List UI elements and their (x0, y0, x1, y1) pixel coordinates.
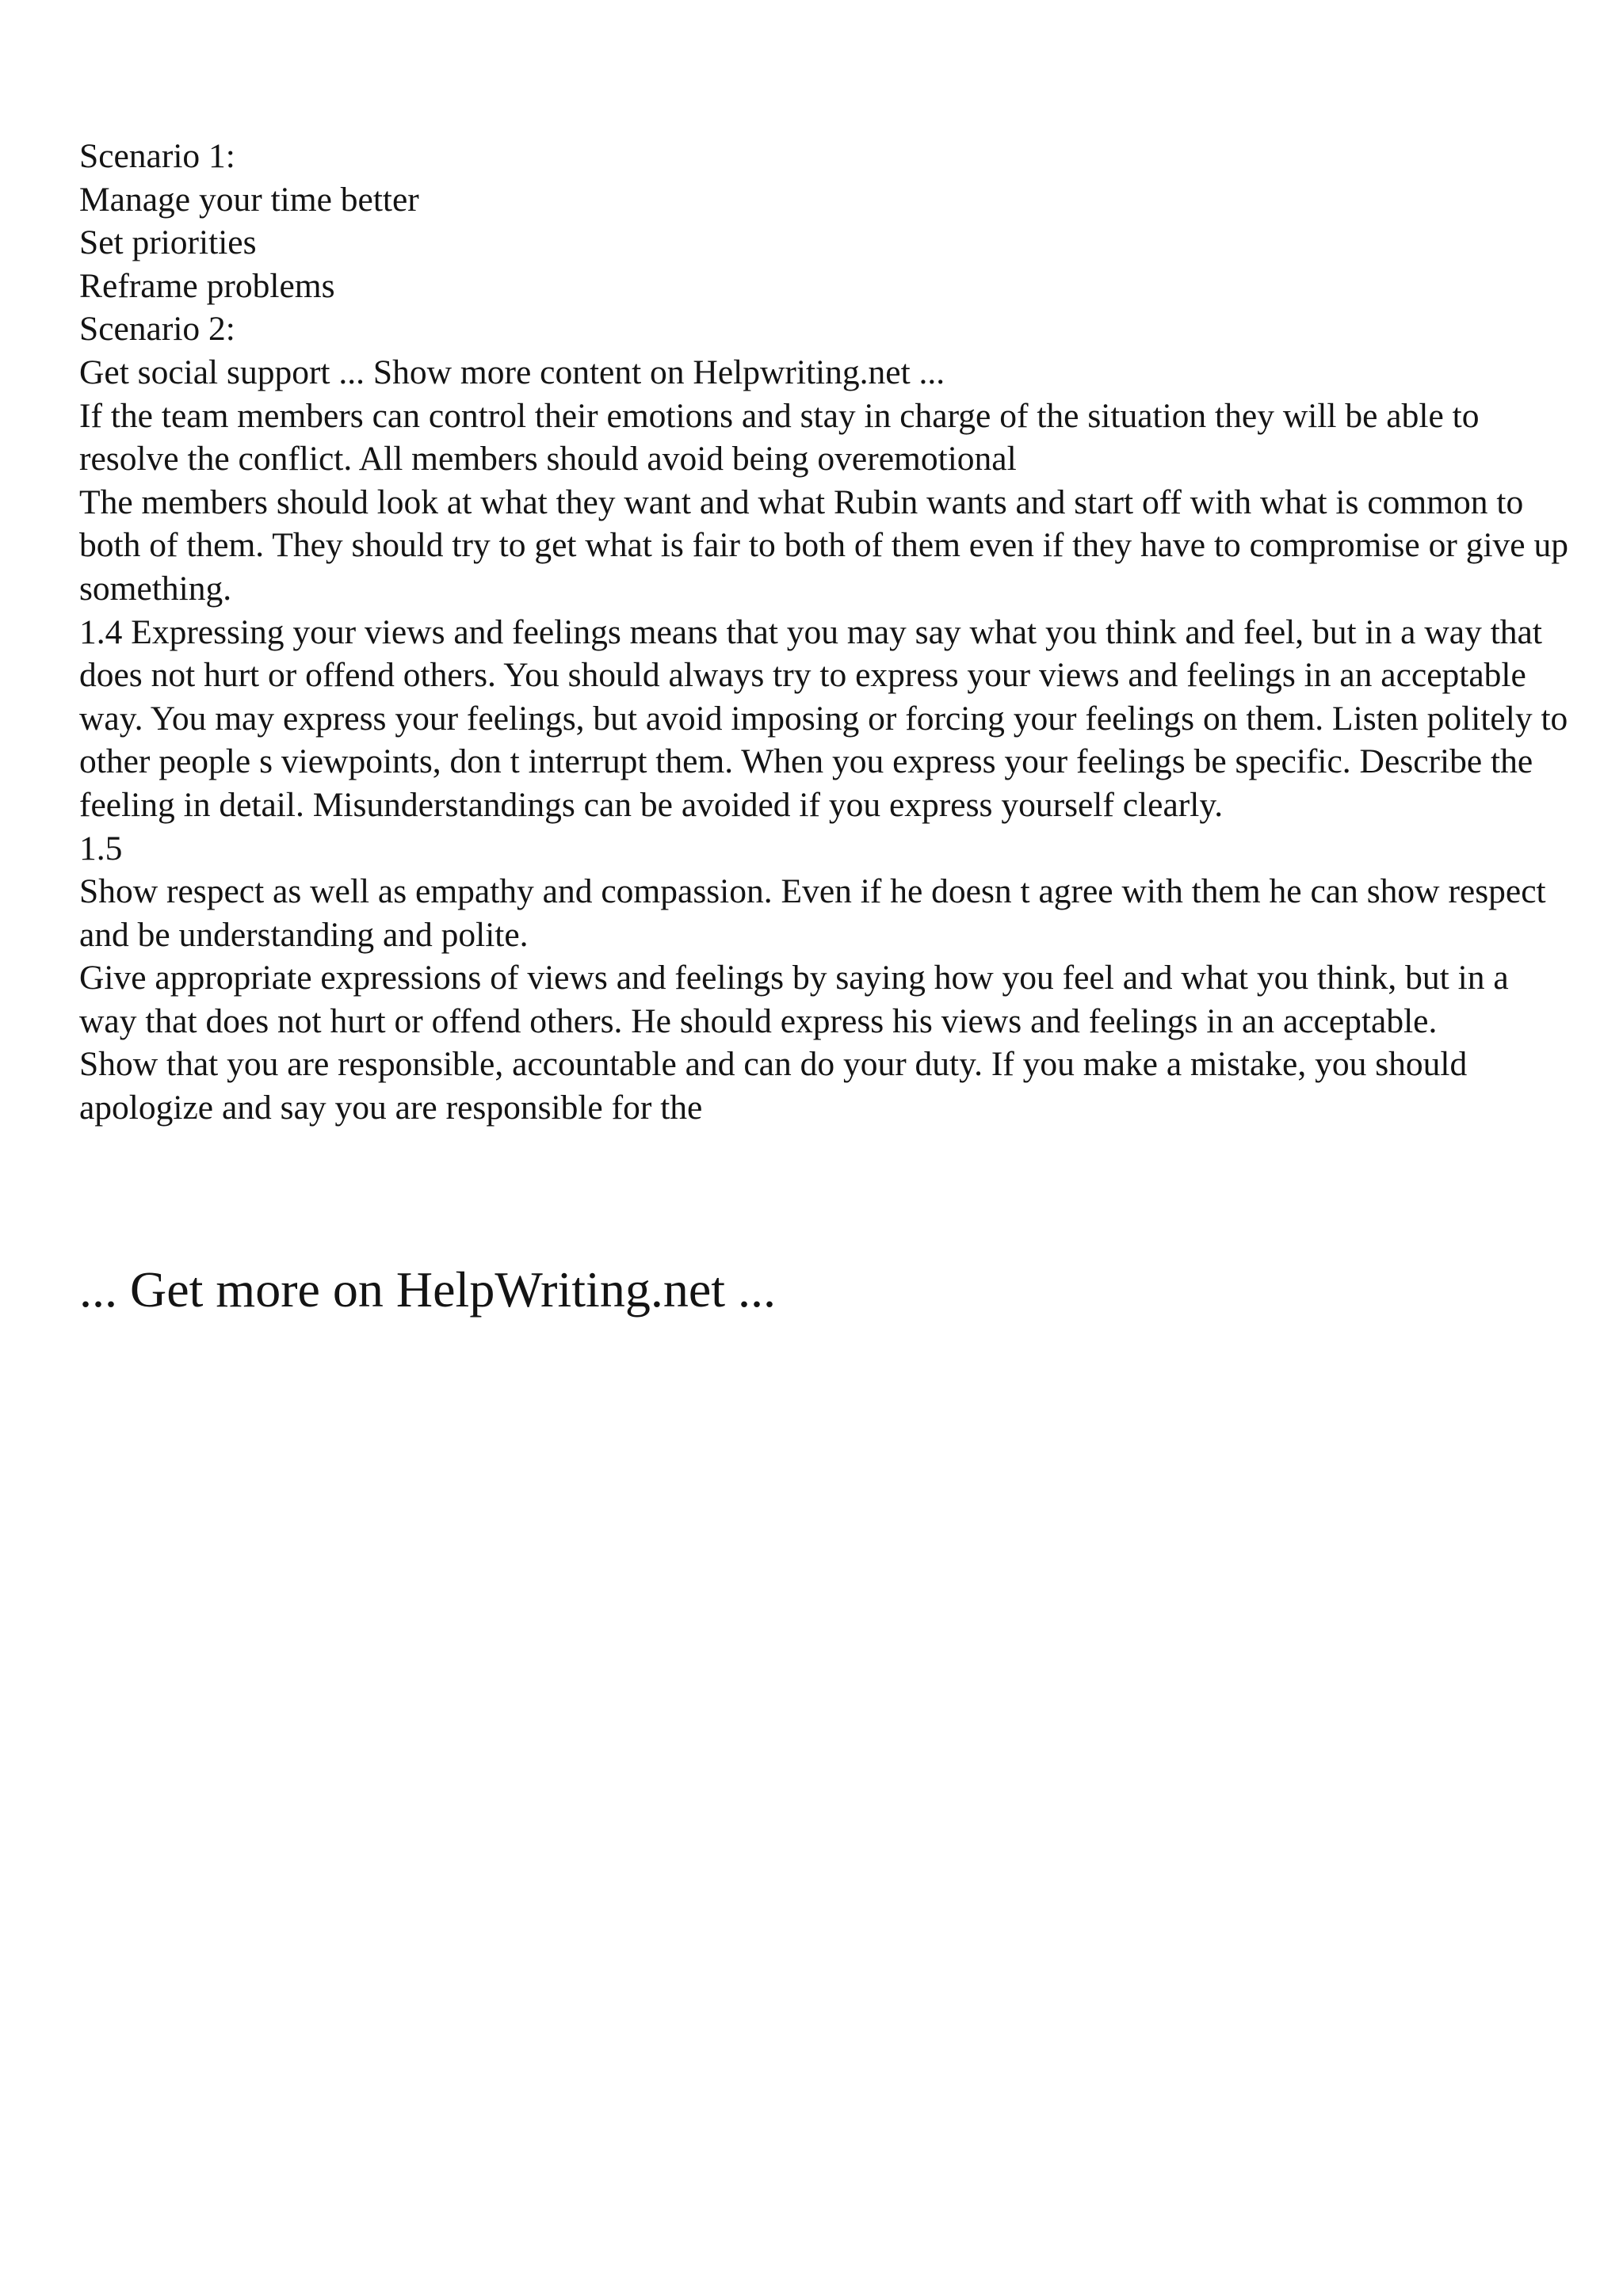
paragraph-respect: Show respect as well as empathy and compassion. Even if he doesn t agree with them he can show respect and be understanding and polite. (79, 872, 1546, 954)
paragraph-emotions: If the team members can control their emotions and stay in charge of the situation they will be able to resolve the conflict. All members should avoid being overemotional (79, 396, 1480, 479)
paragraph-expressions: Give appropriate expressions of views and feelings by saying how you feel and what you think, but in a way that does not hurt or offend others. He should express his views and feelings in an acceptable. (79, 959, 1509, 1040)
section-number-1-5: 1.5 (79, 829, 123, 868)
document-body (79, 135, 1569, 1130)
paragraph-1-4: 1.4 Expressing your views and feelings means that you may say what you think and feel, but in a way that does not hurt or offend others. You should always try to express your views and feelings in an acceptable way. You may express your feelings, but avoid imposing or forcing your feelings on them. Listen politely to other people s viewpoints, don t interrupt them. When you express your feelings be specific. Describe the feeling in detail. Misunderstandings can be avoided if you express yourself clearly. (79, 612, 1568, 824)
scenario-1-heading: Scenario 1: (79, 137, 235, 175)
list-item: Manage your time better (79, 180, 419, 219)
show-more-line: Get social support ... Show more content on Helpwriting.net ... (79, 353, 945, 391)
paragraph-compromise: The members should look at what they want and what Rubin wants and start off with what is common to both of them. They should try to get what is fair to both of them even if they have to compromise or give up something. (79, 482, 1568, 608)
get-more-link[interactable]: ... Get more on HelpWriting.net ... (79, 1261, 776, 1318)
paragraph-responsible: Show that you are responsible, accountable and can do your duty. If you make a mistake, you should apologize and say you are responsible for the (79, 1045, 1468, 1127)
scenario-2-heading: Scenario 2: (79, 310, 235, 349)
list-item: Reframe problems (79, 266, 335, 305)
list-item: Set priorities (79, 223, 257, 262)
